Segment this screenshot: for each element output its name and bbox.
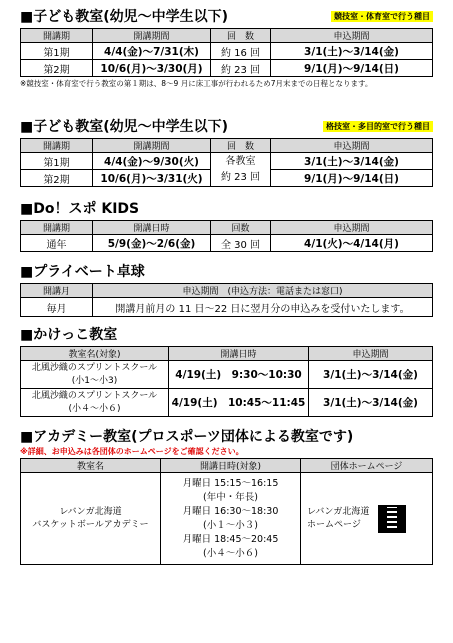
col-header: 開講日時 — [93, 221, 211, 235]
table-row: 第2期 10/6(月)～3/30(月) 約 23 回 9/1(月)～9/14(日) — [21, 60, 433, 77]
table-row: 毎月 開講月前月の 11 日～22 日に翌月分の申込みを受付いたします。 — [21, 298, 433, 317]
col-header: 開講期 — [21, 29, 93, 43]
section-private-pingpong — [20, 263, 433, 317]
table-row: 第1期 4/4(金)～9/30(火) 各教室 約 23 回 3/1(土)～3/14(金) — [21, 153, 433, 170]
col-header: 開講期間 — [93, 29, 211, 43]
section-academy — [20, 428, 433, 565]
schedule-table — [20, 458, 433, 565]
section-title: ■Do！スポ KIDS — [20, 201, 140, 217]
table-row: 通年 5/9(金)～2/6(金) 全 30 回 4/1(火)～4/14(月) — [21, 235, 433, 252]
col-header: 開講日時(対象) — [161, 459, 301, 473]
col-header: 回 数 — [211, 139, 271, 153]
section-title: ■子ども教室(幼児～中学生以下) 競技室・体育室で行う種目 — [20, 8, 433, 26]
col-header: 開講月 — [21, 284, 93, 298]
venue-tag: 格技室・多目的室で行う種目 — [323, 121, 433, 132]
col-header: 申込期間 — [271, 29, 433, 43]
section-title: ■かけっこ教室 — [20, 327, 118, 343]
section-kids-gym — [20, 8, 433, 89]
count-cell: 各教室 約 23 回 — [211, 153, 271, 187]
section-running — [20, 326, 433, 417]
section-title: ■プライベート卓球 — [20, 264, 145, 280]
col-header: 開講期 — [21, 221, 93, 235]
col-header: 教室名 — [21, 459, 161, 473]
section-title: ■子ども教室(幼児～中学生以下) 格技室・多目的室で行う種目 — [20, 118, 433, 136]
col-header: 申込期間 (申込方法：電話または窓口) — [93, 284, 433, 298]
table-row: 北風沙織のスプリントスクール (小４～小６) 4/19(土) 10:45～11:45 3/1(土)～3/14(金) — [21, 389, 433, 417]
col-header: 開講期間 — [93, 139, 211, 153]
col-header: 団体ホームページ — [301, 459, 433, 473]
academy-note: ※詳細、お申込みは各団体のホームページをご確認ください。 — [20, 447, 244, 456]
qr-code-icon[interactable] — [378, 505, 406, 533]
col-header: 回 数 — [211, 29, 271, 43]
table-row: 北風沙織のスプリントスクール (小1～小3) 4/19(土) 9:30～10:30 3/1(土)～3/14(金) — [21, 361, 433, 389]
table-row: レバンガ北海道 バスケットボールアカデミー 月曜日 15:15～16:15 (年中・年長) 月曜日 16:30～18:30 (小１～小３) 月曜日 18:45～20:45 (小４～小６) レバンガ北海道 ホームページ — [21, 473, 433, 565]
venue-tag: 競技室・体育室で行う種目 — [331, 11, 433, 22]
table-row: 第1期 4/4(金)～7/31(木) 約 16 回 3/1(土)～3/14(金) — [21, 43, 433, 60]
col-header: 開講日時 — [169, 347, 309, 361]
section-do-supo-kids — [20, 200, 433, 252]
col-header: 申込期間 — [309, 347, 433, 361]
col-header: 申込期間 — [271, 221, 433, 235]
col-header: 申込期間 — [271, 139, 433, 153]
footnote: ※競技室・体育室で行う教室の第１期は、8～9 月に床工事が行われるため7月末までの日程となります。 — [20, 79, 373, 88]
col-header: 教室名(対象) — [21, 347, 169, 361]
schedule-table — [20, 138, 433, 187]
section-kids-martial — [20, 118, 433, 187]
table-row: 第2期 10/6(月)～3/31(火) 9/1(月)～9/14(日) — [21, 170, 433, 187]
section-title: ■アカデミー教室(プロスポーツ団体による教室です) — [20, 429, 354, 445]
col-header: 回数 — [211, 221, 271, 235]
schedule-table — [20, 283, 433, 317]
academy-schedule: 月曜日 15:15～16:15 (年中・年長) 月曜日 16:30～18:30 (小１～小３) 月曜日 18:45～20:45 (小４～小６) — [161, 473, 301, 565]
schedule-table — [20, 346, 433, 417]
schedule-table — [20, 28, 433, 77]
col-header: 開講期 — [21, 139, 93, 153]
schedule-table — [20, 220, 433, 252]
